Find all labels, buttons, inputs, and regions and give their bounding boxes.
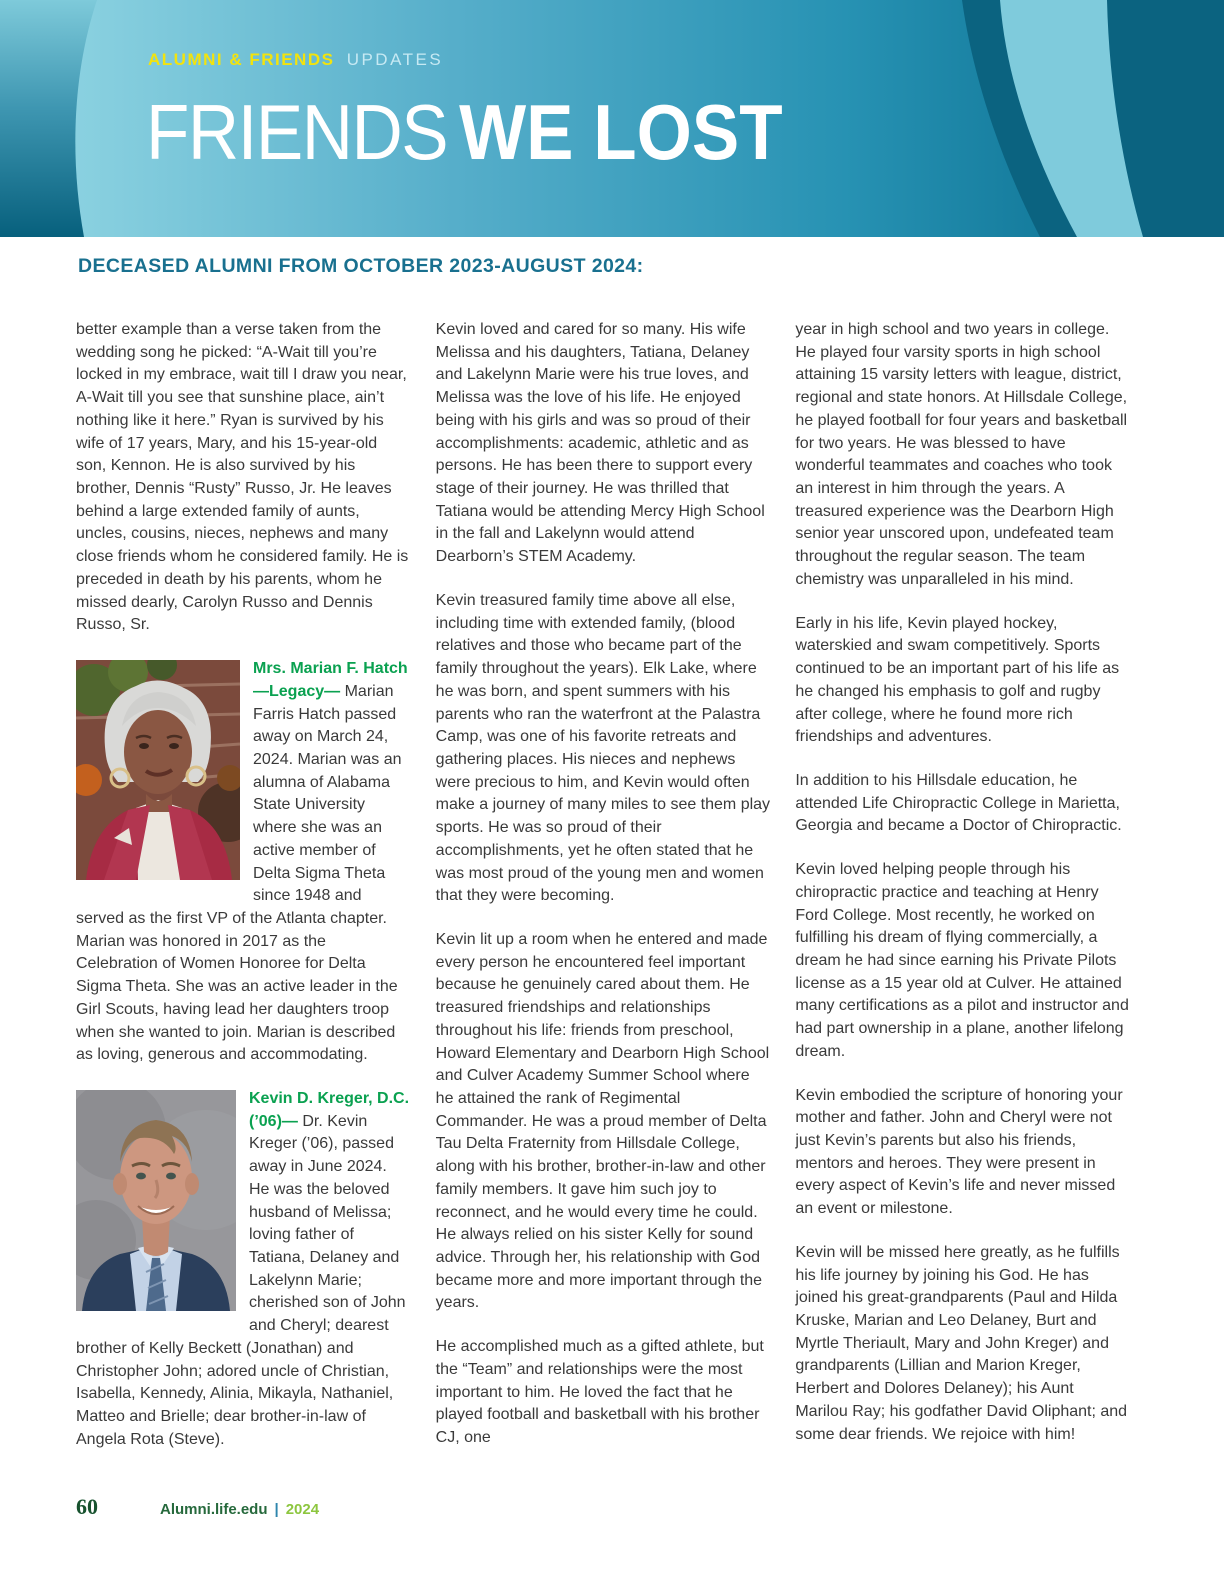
column-3 [795,319,1130,1473]
obituary-name-marian-hatch: Mrs. Marian F. Hatch—Legacy— [253,660,408,700]
obituary-marian-hatch [76,658,411,1067]
footer-year: 2024 [285,1501,320,1518]
obituary-paragraph: year in high school and two years in college. He played four varsity sports in high school attaining 15 varsity letters with league, district, regional and state honors. At Hillsdale College, he played football for four years and basketball for two years. He was blessed to have wonderful teammates and coaches who took an interest in him through the years. A treasured experience was the Dearborn High senior year unscored upon, undefeated team throughout the regular season. The team chemistry was unparalleled in his mind. [795,321,1128,588]
obituary-paragraph: Kevin loved and cared for so many. His wife Melissa and his daughters, Tatiana, Delaney and Lakelynn Marie were his true loves, and Melissa was the love of his life. He enjoyed being with his girls and was so proud of their accomplishments: academic, athletic and as persons. He has been there to support every stage of their journey. He was thrilled that Tatiana would be attending Mercy High School in the fall and Lakelynn would attend Dearborn’s STEM Academy. [435,321,765,566]
obituary-paragraph: better example than a verse taken from the wedding song he picked: “A-Wait till you’re locked in my embrace, wait till I draw you near, A-Wait till you see that sunshine place, ain’t nothing like it here.” Ryan is survived by his wife of 17 years, Mary, and his 15-year-old son, Kennon. He is also survived by his brother, Dennis “Rusty” Russo, Jr. He leaves behind a large extended family of aunts, uncles, cousins, nieces, nephews and many close friends whom he considered family. He is preceded in death by his parents, whom he missed dearly, Carolyn Russo and Dennis Russo, Sr. [76,321,409,634]
obituary-paragraph: Kevin lit up a room when he entered and made every person he encountered feel important because he genuinely cared about them. He treasured friendships and relationships throughout his life: friends from preschool, Howard Elementary and Dearborn High School and Culver Academy Summer School where he attained the rank of Regimental Commander. He was a proud member of Delta Tau Delta Fraternity from Hillsdale College, along with his brother, brother-in-law and other family members. It gave him such joy to reconnect, and he would every time he could. He always relied on his sister Kelly for sound advice. Through her, his relationship with God became more and more important through the years. [435,930,770,1312]
obituary-paragraph: Kevin loved helping people through his chiropractic practice and teaching at Henry Ford College. Most recently, he worked on fulfilling his dream of flying commercially, a dream he had since earning his Private Pilots license as a 15 year old at Culver. He attained many certifications as a pilot and instructor and had part ownership in a plane, another lifelong dream. [795,861,1129,1060]
title-friends: FRIENDS [146,89,448,177]
obituary-paragraph: He accomplished much as a gifted athlete, but the “Team” and relationships were the most important to him. He loved the fact that he played football and basketball with his brother CJ, one [435,1338,764,1447]
page-title [146,89,783,177]
marian-hatch-photo [76,660,240,880]
footer-divider: | [274,1501,279,1518]
title-we-lost: WE LOST [459,89,783,177]
obituary-paragraph: Kevin embodied the scripture of honoring your mother and father. John and Cheryl were not just Kevin’s parents but also his friends, mentors and heroes. They were present in every aspect of Kevin’s life and never missed an event or milestone. [795,1086,1123,1218]
obituary-paragraph: In addition to his Hillsdale education, he attended Life Chiropractic College in Marietta, Georgia and became a Doctor of Chiropractic. [795,771,1122,835]
footer-site-url: Alumni.life.edu [160,1501,268,1518]
column-1 [76,319,411,1473]
obituary-name-kevin-kreger: Kevin D. Kreger, D.C. (’06)— [249,1090,410,1130]
page-footer [76,1494,319,1520]
eyebrow-updates-label: UPDATES [346,50,444,69]
obituary-body-marian-hatch: Marian Farris Hatch passed away on March 24, 2024. Marian was an alumna of Alabama State University where she was an active member of Delta Sigma Theta since 1948 and served as the first VP of the Atlanta chapter. Marian was honored in 2017 as the Celebration of Women Honoree for Delta Sigma Theta. She was an active leader in the Girl Scouts, having lead her daughters troop when she wanted to join. Marian is described as loving, generous and accommodating. [76,682,402,1064]
obituary-paragraph: Early in his life, Kevin played hockey, waterskied and swam competitively. Sports continued to be an important part of his life as he changed his emphasis to golf and rugby after college, where he found more rich friendships and adventures. [795,614,1120,746]
footer-page-number: 60 [76,1494,98,1519]
obituary-body-kevin-kreger: Dr. Kevin Kreger (’06), passed away in June 2024. He was the beloved husband of Melissa; loving father of Tatiana, Delaney and Lakelynn Marie; cherished son of John and Cheryl; dearest brother of Kelly Beckett (Jonathan) and Christopher John; adored uncle of Christian, Isabella, Kennedy, Alinia, Mikayla, Nathaniel, Matteo and Brielle; dear brother-in-law of Angela Rota (Steve). [76,1112,406,1448]
obituary-paragraph: Kevin treasured family time above all else, including time with extended family, (blood relatives and those who became part of the family throughout the years). Elk Lake, where he was born, and spent summers with his parents who ran the waterfront at the Palastra Camp, was one of his favorite retreats and gathering places. His nieces and nephews were precious to him, and Kevin would often make a journey of many miles to see them play sports. He was so proud of their accomplishments, yet he often stated that he was most proud of the young men and women that they were becoming. [435,591,771,905]
eyebrow [148,50,443,70]
column-2 [436,319,771,1473]
obituary-columns [76,319,1130,1473]
eyebrow-alumni-friends-label: ALUMNI & FRIENDS [148,50,335,69]
obituary-paragraph: Kevin will be missed here greatly, as he fulfills his life journey by joining his God. He has joined his great-grandparents (Paul and Hilda Kruske, Marian and Leo Delaney, Burt and Myrtle Theriault, Mary and John Kreger) and grandparents (Lillian and Marion Kreger, Herbert and Dolores Delaney); his Aunt Marilou Ray; his godfather David Oliphant; and some dear friends. We rejoice with him! [795,1243,1128,1443]
obituary-kevin-kreger [76,1088,411,1452]
page-header [0,0,1224,237]
kevin-kreger-photo [76,1090,236,1311]
section-heading: DECEASED ALUMNI FROM OCTOBER 2023-AUGUST 2024: [78,255,644,277]
